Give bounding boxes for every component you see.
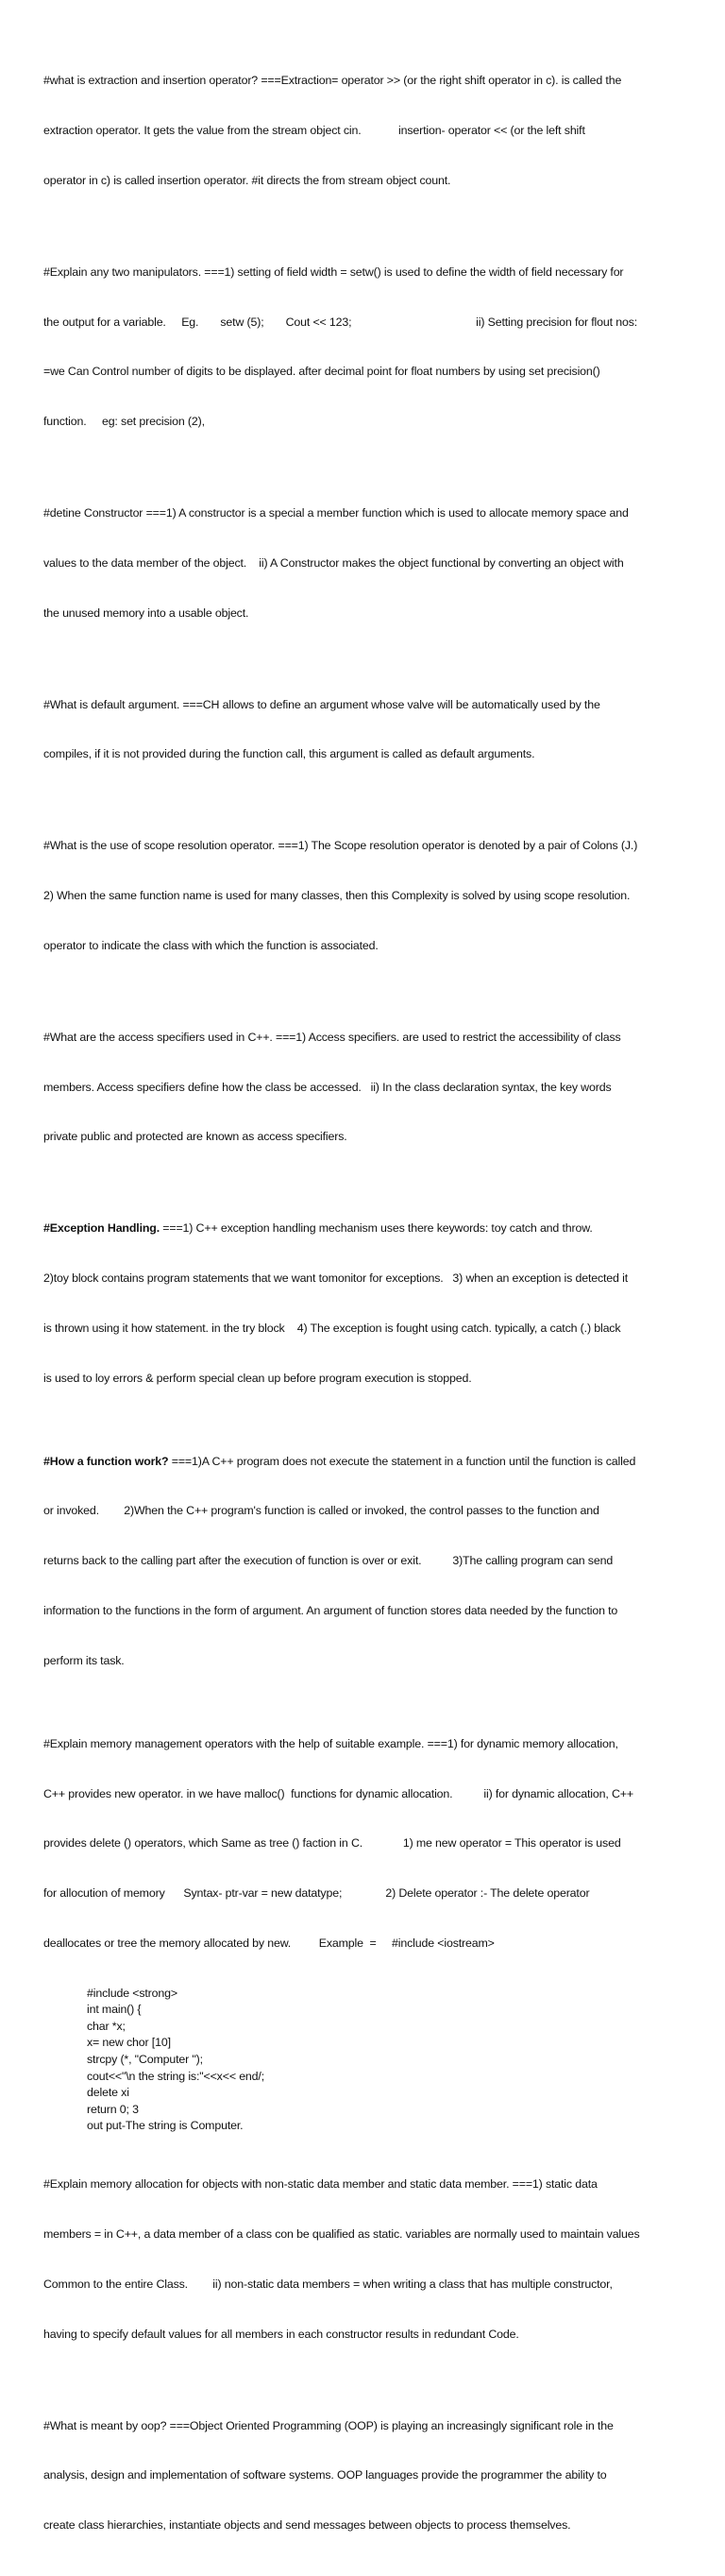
text-line: =we Can Control number of digits to be displayed. after decimal point for float numbers by using set precision() — [43, 365, 600, 379]
paragraph-scope-resolution — [43, 805, 689, 988]
text-line: provides delete () operators, which Same as tree () faction in C. 1) me new operator = This operator is used — [43, 1836, 621, 1851]
text-line: values to the data member of the object. ii) A Constructor makes the object functional by converting an object with — [43, 555, 624, 570]
text-fragment: ===1)A C++ program does not execute the statement in a function until the function is called — [168, 1454, 636, 1468]
text-line: #What are the access specifiers used in C++. ===1) Access specifiers. are used to restrict the accessibility of class — [43, 1030, 621, 1044]
text-line: compiles, if it is not provided during the function call, this argument is called as default arguments. — [43, 747, 535, 761]
text-line: or invoked. 2)When the C++ program's function is called or invoked, the control passes to the function and — [43, 1504, 599, 1518]
text-line: #What is default argument. ===CH allows to define an argument whose valve will be automatically used by the — [43, 697, 600, 711]
code-line: x= new chor [10] — [87, 2036, 171, 2050]
text-line: having to specify default values for all members in each constructor results in redundant Code. — [43, 2327, 519, 2341]
text-line: members = in C++, a data member of a class con be qualified as static. variables are normally used to maintain values — [43, 2227, 640, 2241]
text-line: perform its task. — [43, 1653, 125, 1667]
paragraph-oop — [43, 2384, 689, 2567]
text-line: #detine Constructor ===1) A constructor is a special a member function which is used to allocate memory space and — [43, 506, 629, 520]
paragraph-memory-allocation-objects — [43, 2143, 689, 2376]
paragraph-default-argument — [43, 663, 689, 796]
text-line: 2)toy block contains program statements that we want tomonitor for exceptions. 3) when an exception is detected it — [43, 1271, 628, 1286]
code-line: #include <strong> — [87, 1986, 177, 2000]
paragraph-constructor — [43, 472, 689, 656]
heading-function-work: #How a function work? — [43, 1454, 169, 1468]
code-line: int main() { — [87, 2003, 142, 2017]
code-line: char *x; — [87, 2019, 126, 2033]
document-page — [43, 40, 689, 2576]
text-line: C++ provides new operator. in we have malloc() functions for dynamic allocation. ii) for dynamic allocation, C++ — [43, 1786, 633, 1800]
text-line: 2) When the same function name is used for many classes, then this Complexity is solved by using scope resolution. — [43, 889, 631, 903]
text-line: create class hierarchies, instantiate objects and send messages between objects to process themselves. — [43, 2518, 571, 2533]
text-fragment: ===1) C++ exception handling mechanism uses there keywords: toy catch and throw. — [160, 1221, 593, 1236]
paragraph-access-specifiers — [43, 997, 689, 1180]
text-line — [43, 1454, 689, 1471]
paragraph-memory-management — [43, 1703, 689, 1986]
paragraph-manipulators — [43, 231, 689, 464]
text-line: #What is the use of scope resolution operator. ===1) The Scope resolution operator is denoted by a pair of Colons (J.) — [43, 839, 638, 853]
text-line: the output for a variable. Eg. setw (5); Cout << 123; ii) Setting precision for flout nos: — [43, 315, 638, 329]
code-line: return 0; 3 — [87, 2102, 139, 2116]
text-line: #Explain memory allocation for objects with non-static data member and static data member. ===1) static data — [43, 2177, 598, 2192]
code-line: strcpy (*, "Computer "); — [87, 2053, 203, 2067]
heading-exception-handling: #Exception Handling. — [43, 1221, 160, 1236]
text-line: is used to loy errors & perform special clean up before program execution is stopped. — [43, 1371, 472, 1385]
text-line: the unused memory into a usable object. — [43, 606, 249, 620]
code-line: out put-The string is Computer. — [87, 2119, 244, 2133]
text-line — [43, 1220, 689, 1237]
text-line: returns back to the calling part after the execution of function is over or exit. 3)The calling program can send — [43, 1554, 614, 1568]
paragraph-exception-handling — [43, 1187, 689, 1420]
text-line: extraction operator. It gets the value from the stream object cin. insertion- operator << (or the left shift — [43, 123, 585, 137]
code-line: cout<<"\n the string is:"<<x<< end/; — [87, 2069, 265, 2083]
text-line: #Explain memory management operators with the help of suitable example. ===1) for dynamic memory allocation, — [43, 1736, 618, 1750]
text-line: #What is meant by oop? ===Object Oriented Programming (OOP) is playing an increasingly significant role in the — [43, 2418, 614, 2432]
text-line: operator in c) is called insertion operator. #it directs the from stream object count. — [43, 173, 451, 187]
text-line: analysis, design and implementation of software systems. OOP languages provide the programmer the ability to — [43, 2468, 607, 2482]
paragraph-extraction-insertion — [43, 40, 689, 223]
text-line: private public and protected are known as access specifiers. — [43, 1130, 347, 1144]
code-line: delete xi — [87, 2086, 129, 2100]
text-line: deallocates or tree the memory allocated by new. Example = #include <iostream> — [43, 1936, 495, 1950]
text-line: #what is extraction and insertion operator? ===Extraction= operator >> (or the right shift operator in c). is called the — [43, 74, 622, 88]
text-line: operator to indicate the class with which the function is associated. — [43, 938, 379, 952]
code-example — [43, 1986, 689, 2135]
text-line: Common to the entire Class. ii) non-static data members = when writing a class that has multiple constructor, — [43, 2277, 613, 2291]
text-line: function. eg: set precision (2), — [43, 415, 205, 429]
text-line: is thrown using it how statement. in the try block 4) The exception is fought using catch. typically, a catch (.) black — [43, 1321, 621, 1335]
text-line: members. Access specifiers define how the class be accessed. ii) In the class declaration syntax, the key words — [43, 1080, 612, 1094]
text-line: for allocution of memory Syntax- ptr-var = new datatype; 2) Delete operator :- The delete operator — [43, 1886, 590, 1901]
text-line: information to the functions in the form of argument. An argument of function stores data needed by the function to — [43, 1604, 618, 1618]
text-line: #Explain any two manipulators. ===1) setting of field width = setw() is used to define the width of field necessary for — [43, 264, 624, 279]
paragraph-function-work — [43, 1421, 689, 1703]
